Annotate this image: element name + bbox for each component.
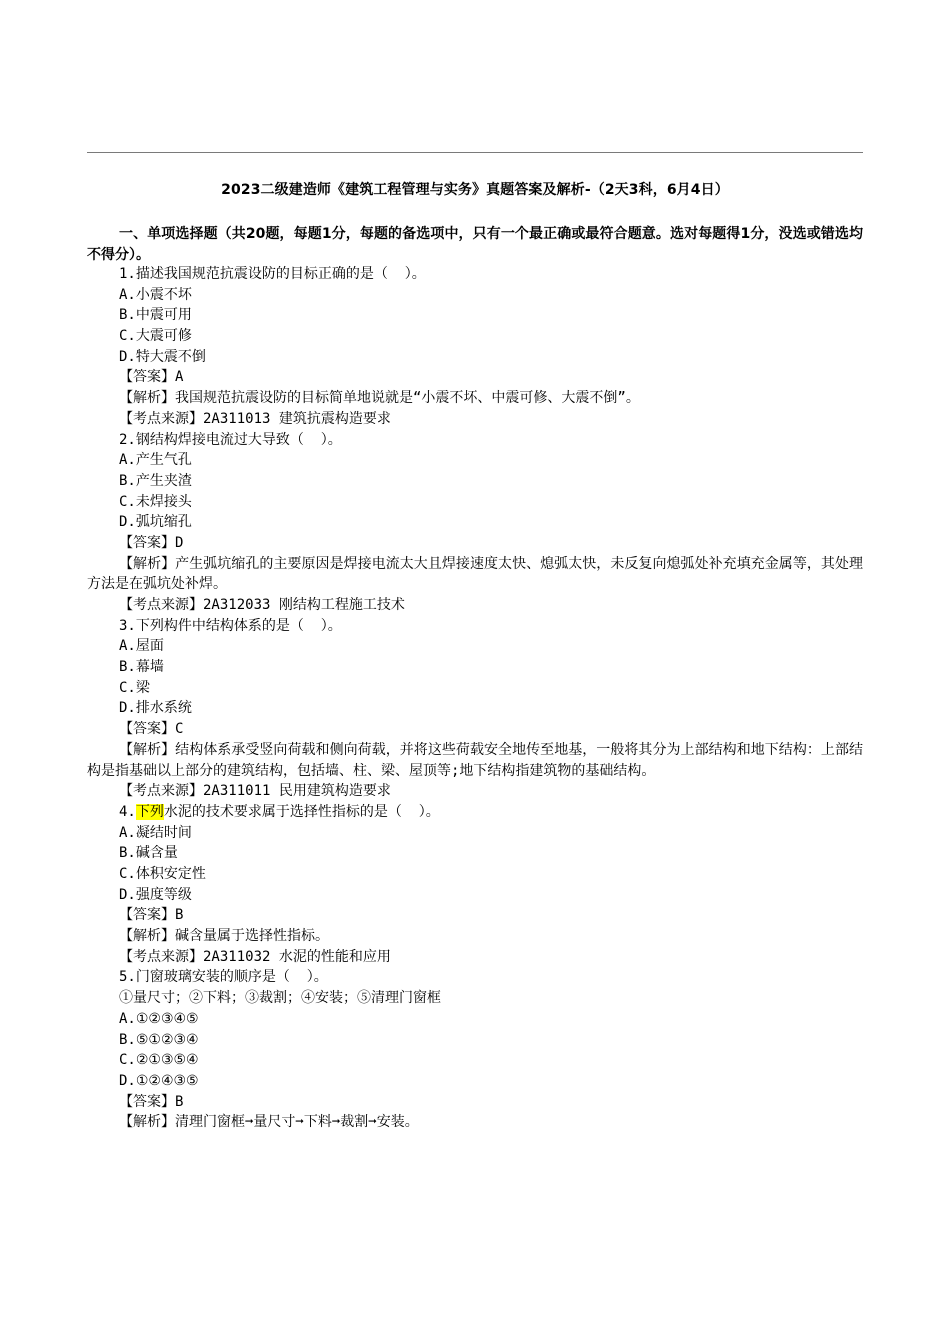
question-2-option-b: B.产生夹渣 (119, 472, 192, 489)
question-2-option-a: A.产生气孔 (119, 452, 192, 469)
question-4-analysis: 【解析】碱含量属于选择性指标。 (119, 928, 329, 945)
question-3-option-a: A.屋面 (119, 638, 164, 655)
question-4-option-a: A.凝结时间 (119, 824, 192, 841)
question-4-option-c: C.体积安定性 (119, 866, 206, 882)
question-4-source: 【考点来源】2A311032 水泥的性能和应用 (119, 948, 391, 965)
question-2-option-c: C.未焊接头 (119, 493, 192, 510)
question-1-source: 【考点来源】2A311013 建筑抗震构造要求 (119, 410, 391, 427)
question-2-analysis: 【解析】产生弧坑缩孔的主要原因是焊接电流太大且焊接速度太快、熄弧太快，未反复向熄弧处补充填充金属等，其处理方法是在弧坑处补焊。 (87, 555, 863, 593)
question-5-steps: ①量尺寸；②下料；③裁割；④安装；⑤清理门窗框 (119, 990, 441, 1007)
question-2-source: 【考点来源】2A312033 刚结构工程施工技术 (119, 597, 405, 614)
question-5-option-b: B.⑤①②③④ (119, 1031, 199, 1048)
question-5-stem: 5.门窗玻璃安装的顺序是（ ）。 (119, 969, 328, 986)
question-4-stem-text: 水泥的技术要求属于选择性指标的是（ ）。 (163, 803, 440, 820)
question-4-answer: 【答案】B (119, 907, 184, 924)
question-4-option-b: B.碱含量 (119, 845, 178, 862)
question-3-option-c: C.梁 (119, 679, 150, 696)
document-title: 2023二级建造师《建筑工程管理与实务》真题答案及解析-（2天3科，6月4日） (221, 182, 729, 198)
question-5-option-d: D.①②④③⑤ (119, 1072, 199, 1089)
question-5-analysis: 【解析】清理门窗框➞量尺寸➞下料➞裁割➞安装。 (119, 1114, 419, 1131)
question-4-number: 4. (119, 803, 136, 820)
question-5-answer: 【答案】B (119, 1093, 184, 1110)
highlighted-text: 下列 (135, 803, 164, 820)
question-3-answer: 【答案】C (119, 721, 184, 738)
question-2-answer: 【答案】D (119, 534, 184, 551)
header-rule (87, 152, 863, 153)
question-2-option-d: D.弧坑缩孔 (119, 514, 192, 531)
question-3-option-b: B.幕墙 (119, 659, 164, 676)
question-3-source: 【考点来源】2A311011 民用建筑构造要求 (119, 783, 391, 800)
question-1-answer: 【答案】A (119, 369, 184, 386)
question-1-option-b: B.中震可用 (119, 307, 192, 324)
question-2-stem: 2.钢结构焊接电流过大导致（ ）。 (119, 431, 342, 448)
question-3-analysis: 【解析】结构体系承受竖向荷载和侧向荷载，并将这些荷载安全地传至地基，一般将其分为上部结构和地下结构：上部结构是指基础以上部分的建筑结构，包括墙、柱、梁、屋顶等;地下结构指建筑物的基础结构。 (87, 741, 863, 779)
section-heading: 一、单项选择题（共20题，每题1分，每题的备选项中，只有一个最正确或最符合题意。选对每题得1分，没选或错选均不得分）。 (87, 226, 863, 263)
question-1-option-c: C.大震可修 (119, 328, 192, 345)
question-1-option-d: D.特大震不倒 (119, 348, 206, 365)
question-1-stem: 1.描述我国规范抗震设防的目标正确的是（ ）。 (119, 266, 426, 282)
question-list (87, 264, 863, 1133)
question-5-option-a: A.①②③④⑤ (119, 1010, 199, 1027)
question-5-option-c: C.②①③⑤④ (119, 1052, 199, 1069)
question-4-option-d: D.强度等级 (119, 886, 192, 903)
question-1-option-a: A.小震不坏 (119, 286, 192, 303)
question-1-analysis: 【解析】我国规范抗震设防的目标简单地说就是“小震不坏、中震可修、大震不倒”。 (119, 390, 640, 407)
question-3-stem: 3.下列构件中结构体系的是（ ）。 (119, 617, 342, 634)
question-4-stem (87, 802, 863, 823)
question-3-option-d: D.排水系统 (119, 700, 192, 717)
